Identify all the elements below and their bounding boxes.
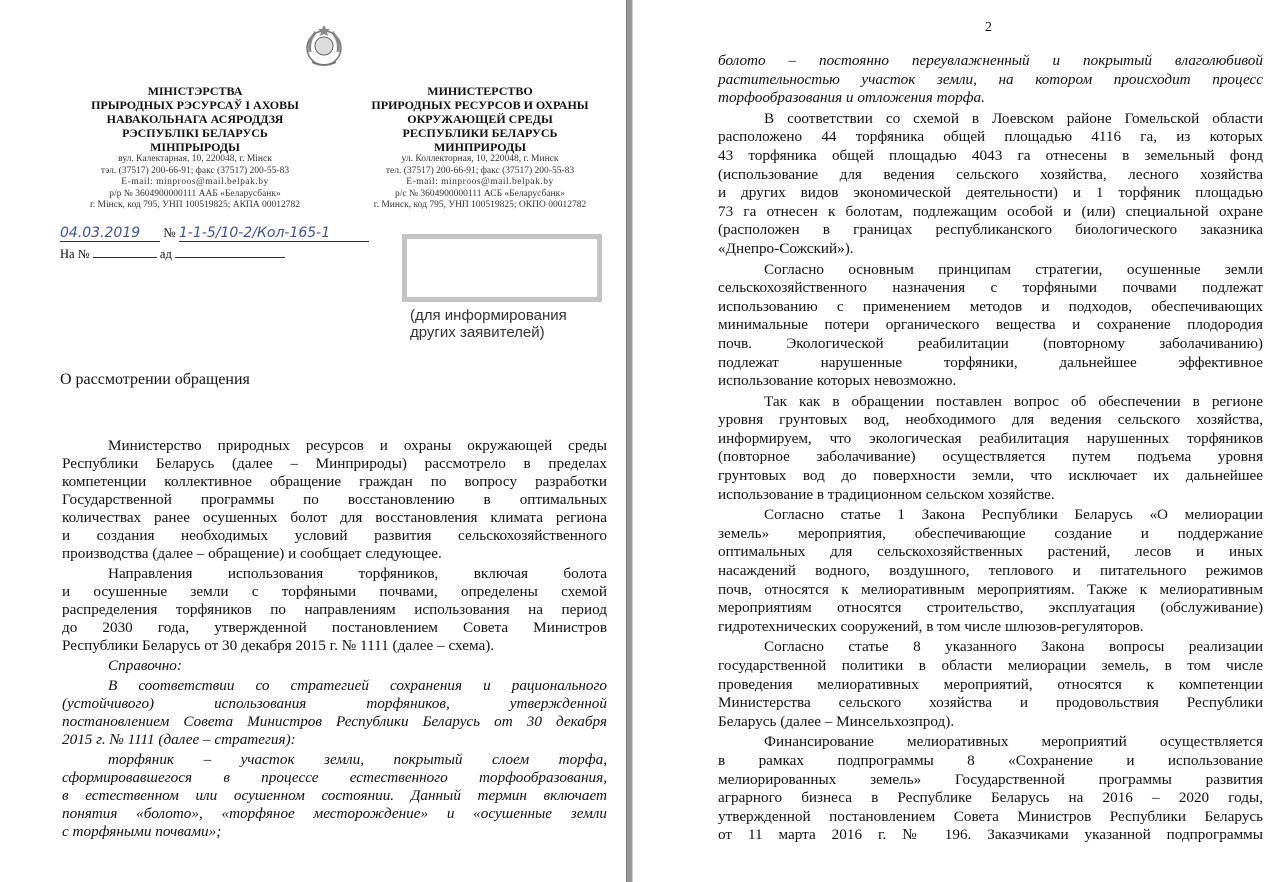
text-line: почв. Экологической реабилитации (повторному заболачиванию) [718,334,1263,352]
text-line: болото – постоянно переувлажненный и покрытый влаголюбивой [718,52,1263,69]
text-line: производства (далее – обращение) и сообщает следующее. [62,545,442,562]
text-line: Министерство природных ресурсов и охраны окружающей среды [108,437,607,454]
text-line: Справочно: [108,657,182,674]
paragraph [62,565,607,655]
letter-body-page-2 [718,52,1263,847]
text-line: информируем, что экологическая реабилитация нарушенных торфяников [718,429,1263,447]
text-line: В соответствии со стратегией сохранения и рационального [108,677,607,694]
text-line: Министерства сельского хозяйства и продовольствия Республики [718,694,1263,712]
text-line: Согласно статье 1 Закона Республики Беларусь «О мелиорации [764,506,1263,524]
text-line: В соответствии со схемой в Лоевском районе Гомельской области [764,109,1263,127]
text-line: мероприятиям относятся строительство, эксплуатация (обслуживание) [718,599,1263,617]
text-line: торфяник – участок земли, покрытый слоем торфа, [108,751,607,768]
ministry-address-line: г. Минск, код 795, УНП 100519825; ОКПО 00012782 [373,200,587,210]
ministry-address-line: р/р № 3604900000111 ААБ «Беларусбанк» [109,188,281,199]
text-line: земель» мероприятия, обеспечивающие создание и поддержание [718,524,1263,542]
text-line: от 11 марта 2016 г. № 196. Заказчиками указанной подпрограммы [718,826,1263,844]
text-line: до 2030 года, утвержденной постановлением Совета Министров [62,619,607,636]
text-line: аграрного бизнеса в Республике Беларусь на 2016 – 2020 годы, [718,789,1263,807]
text-line: насаждений водного, воздушного, теплового и питательного режимов [718,562,1263,580]
text-line: распределения торфяников по направлениям использования на период [62,601,607,618]
ministry-name-line: РЭСПУБЛІКІ БЕЛАРУСЬ [122,126,268,140]
ministry-name-line: ПРИРОДНЫХ РЕСУРСОВ И ОХРАНЫ [371,98,589,112]
text-line: (устойчивого) использования торфяников, утвержденной [62,695,607,712]
ministry-email: E-mail: minproos@mail.belpak.by [406,177,554,187]
addressee-note [410,307,610,341]
reply-date-label: ад [159,247,172,261]
text-line: сельскохозяйственного назначения с торфяными почвами подлежат [718,279,1263,297]
text-line: Республики Беларусь (далее – Минприроды) рассмотрело в пределах [62,455,607,472]
text-line: в естественном или осушенном состоянии. Данный термин включает [62,787,607,804]
paragraph [718,393,1263,505]
text-line: 2015 г. № 1111 (далее – стратегия): [62,731,296,748]
reply-number-blank [93,257,157,258]
ministry-header-belarusian [60,84,330,212]
text-line: (расположен в границах республиканского биологического заказника [718,221,1263,239]
text-line: гидротехнических сооружений, в том числе шлюзов-регуляторов. [718,617,1144,635]
text-line: понятия «болото», «торфяное месторождение» и «осушенные земли [62,805,607,822]
ministry-name-line: МІНІСТЭРСТВА [147,84,243,98]
text-line: утвержденной постановлением Совета Министров Республики Беларусь [718,807,1263,825]
text-line: и осушенные земли с торфяными почвами, определены схемой [62,583,607,600]
text-line: (повторное заболачивание) осуществляется путем подъема уровня [718,448,1263,466]
page-number: 2 [985,20,992,35]
letter-body-page-1 [62,437,607,843]
registration-date: 04.03.2019 [60,225,160,242]
text-line: 43 торфяника общей площадью 4043 га отнесены в земельный фонд [718,146,1263,164]
paragraph [62,677,607,749]
text-line: грунтовых вод до поверхности земли, что исключает их дальнейшее [718,467,1263,485]
text-line: Беларусь (далее – Минсельхозпрод). [718,712,955,730]
text-line: компетенции коллективное обращение граждан по вопросу разработки [62,473,607,490]
letter-subject: О рассмотрении обращения [60,371,250,388]
paragraph [62,751,607,841]
registration-number: 1-1-5/10-2/Кол-165-1 [179,225,369,242]
text-line: мелиорированных земель» Государственной программы развития [718,770,1263,788]
text-line: торфообразования и отложения торфа. [718,89,985,107]
text-line: государственной политики в области мелиорации земель, в том числе [718,657,1263,674]
ministry-name-line: НАВАКОЛЬНАГА АСЯРОДДЗЯ [106,112,284,126]
text-line: Республики Беларусь от 30 декабря 2015 г. № 1111 (далее – схема). [62,637,495,654]
paragraph [718,733,1263,845]
text-line: подлежат нарушенные торфяники, дальнейшее эффективное [718,353,1263,371]
text-line: растительностью участок земли, на котором происходит процесс [718,70,1263,88]
text-line: Согласно основным принципам стратегии, осушенные земли [764,260,1263,278]
text-line: Государственной программы по восстановлению в оптимальных [62,491,607,508]
text-line: оптимальных для сельскохозяйственных растений, лесов и иных [718,543,1263,561]
text-line: уровня грунтовых вод, необходимого для ведения сельского хозяйства, [718,411,1263,429]
text-line: использованию с применением методов и подходов, обеспечивающих [718,297,1263,315]
text-line: использование которых невозможно. [718,372,957,390]
ministry-address-line: ул. Коллекторная, 10, 220048, г. Минск [401,154,559,164]
text-line: и других видов экономической деятельности) и 1 торфяник площадью [718,184,1263,202]
ministry-address-line: тэл. (37517) 200-66-91; факс (37517) 200-55-83 [100,165,290,176]
text-line: Так как в обращении поставлен вопрос об обеспечении в регионе [764,392,1263,410]
text-line: в рамках подпрограммы 8 «Сохранение и использование [718,751,1263,769]
state-emblem-icon [300,22,348,70]
registration-number-label: № [163,225,176,240]
reply-date-blank [175,257,285,258]
paragraph [718,52,1263,108]
ministry-name-line: МІНПРЫРОДЫ [150,140,240,154]
ministry-email: E-mail: minproos@mail.belpak.by [121,177,269,187]
ministry-address-line: р/с № 3604900000111 АСБ «Беларусбанк» [395,188,565,199]
ministry-address-line: тел. (37517) 200-66-91; факс (37517) 200-55-83 [385,165,575,176]
paragraph [62,657,607,675]
text-line: количествах ранее осушенных болот для восстановления климата региона [62,509,607,526]
ministry-address-line: вул. Калектарная, 10, 220048, г. Мінск [118,154,272,164]
ministry-name-line: ПРЫРОДНЫХ РЭСУРСАЎ І АХОВЫ [91,98,299,112]
addressee-note-line: (для информирования [410,307,567,324]
paragraph [718,110,1263,259]
text-line: Финансирование мелиоративных мероприятий осуществляется [764,733,1263,751]
ministry-name-line: МИНПРИРОДЫ [433,140,527,154]
text-line: использование в традиционном сельском хозяйстве. [718,485,1055,503]
registration-line [60,225,390,242]
paragraph [718,261,1263,391]
ministry-address-line: г. Мінск, код 795, УНП 100519825; АКПА 00012782 [89,200,301,210]
ministry-name-line: РЕСПУБЛИКИ БЕЛАРУСЬ [402,126,558,140]
text-line: 73 га отнесен к болотам, подлежащим особой и (или) специальной охране [718,202,1263,220]
text-line: «Днепро-Сожский»). [718,239,854,257]
text-line: расположено 44 торфяника общей площадью 4116 га, из которых [718,128,1263,146]
text-line: с торфяными почвами»; [62,823,222,840]
text-line: проведения мелиоративных мероприятий, относятся к компетенции [718,675,1263,693]
page-1 [0,0,626,882]
text-line: и создания необходимых условий развития сельскохозяйственного [62,527,607,544]
ministry-name-line: МИНИСТЕРСТВО [427,84,533,98]
page-divider [626,0,633,882]
text-line: постановлением Совета Министров Республики Беларусь от 30 декабря [62,713,607,730]
paragraph [718,506,1263,636]
ministry-header-russian [345,84,615,212]
ministry-name-line: ОКРУЖАЮЩЕЙ СРЕДЫ [407,112,553,126]
reply-number-label: На № [60,247,90,261]
addressee-note-line: других заявителей) [410,324,545,341]
text-line: Согласно статье 8 указанного Закона вопросы реализации [764,638,1263,656]
paragraph [62,437,607,563]
paragraph [718,638,1263,731]
reply-reference-line [60,247,360,262]
redacted-addressee-box [402,234,602,302]
text-line: сформировавшегося в процессе естественного торфообразования, [62,769,607,786]
text-line: минимальные потери органического вещества и сохранение плодородия [718,316,1263,334]
text-line: почв, относятся к мелиоративным мероприятиям. Также к мелиоративным [718,580,1263,598]
text-line: Направления использования торфяников, включая болота [108,565,607,582]
text-line: (использование для ведения сельского хозяйства, лесного хозяйства [718,165,1263,183]
